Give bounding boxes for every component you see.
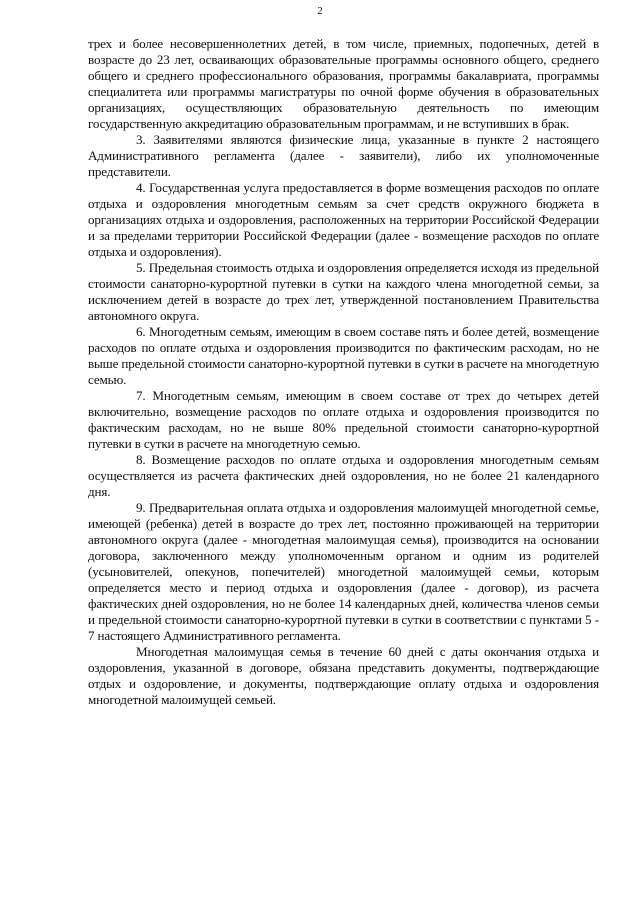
paragraph-item-7: 7. Многодетным семьям, имеющим в своем составе от трех до четырех детей включительно, возмещение расходов по оплате отдыха и оздоровления производится по фактическим расходам, но не выше 80% предельной стоимости санаторно-курортной путевки в сутки в расчете на многодетную семью. <box>88 388 599 451</box>
paragraph-continuation: трех и более несовершеннолетних детей, в том числе, приемных, подопечных, детей в возрасте до 23 лет, осваивающих образовательные программы основного общего, среднего общего и среднего профессионального образования, программы бакалавриата, программы специалитета или программы магистратуры по очной форме обучения в образовательных организациях, осуществляющих образовательную деятельность по имеющим государственную аккредитацию образовательным программам, и не вступивших в брак. <box>88 36 599 131</box>
document-body <box>88 36 599 708</box>
paragraph-item-5: 5. Предельная стоимость отдыха и оздоровления определяется исходя из предельной стоимости санаторно-курортной путевки в сутки на каждого члена многодетной семьи, за исключением детей в возрасте до трех лет, утвержденной постановлением Правительства автономного округа. <box>88 260 599 323</box>
paragraph-item-9-addendum: Многодетная малоимущая семья в течение 60 дней с даты окончания отдыха и оздоровления, указанной в договоре, обязана представить документы, подтверждающие отдых и оздоровление, и документы, подтверждающие оплату отдыха и оздоровления многодетной малоимущей семьей. <box>88 644 599 707</box>
page-number: 2 <box>317 5 323 17</box>
paragraph-item-8: 8. Возмещение расходов по оплате отдыха и оздоровления многодетным семьям осуществляется из расчета фактических дней оздоровления, но не более 21 календарного дня. <box>88 452 599 499</box>
paragraph-item-3: 3. Заявителями являются физические лица, указанные в пункте 2 настоящего Административного регламента (далее - заявители), либо их уполномоченные представители. <box>88 132 599 179</box>
paragraph-item-9: 9. Предварительная оплата отдыха и оздоровления малоимущей многодетной семье, имеющей (ребенка) детей в возрасте до трех лет, постоянно проживающей на территории автономного округа (далее - многодетная малоимущая семья), производится на основании договора, заключенного между уполномоченным органом и одним из родителей (усыновителей, опекунов, попечителей) многодетной малоимущей семьи, которым определяется место и период отдыха и оздоровления (далее - договор), из расчета фактических дней оздоровления, но не более 14 календарных дней, количества членов семьи и предельной стоимости санаторно-курортной путевки в сутки в соответствии с пунктами 5 - 7 настоящего Административного регламента. <box>88 500 599 643</box>
paragraph-item-6: 6. Многодетным семьям, имеющим в своем составе пять и более детей, возмещение расходов по оплате отдыха и оздоровления производится по фактическим расходам, но не выше предельной стоимости санаторно-курортной путевки в сутки в расчете на многодетную семью. <box>88 324 599 387</box>
paragraph-item-4: 4. Государственная услуга предоставляется в форме возмещения расходов по оплате отдыха и оздоровления многодетным семьям за счет средств окружного бюджета в организациях отдыха и оздоровления, расположенных на территории Российской Федерации и за пределами территории Российской Федерации (далее - возмещение расходов по оплате отдыха и оздоровления). <box>88 180 599 259</box>
